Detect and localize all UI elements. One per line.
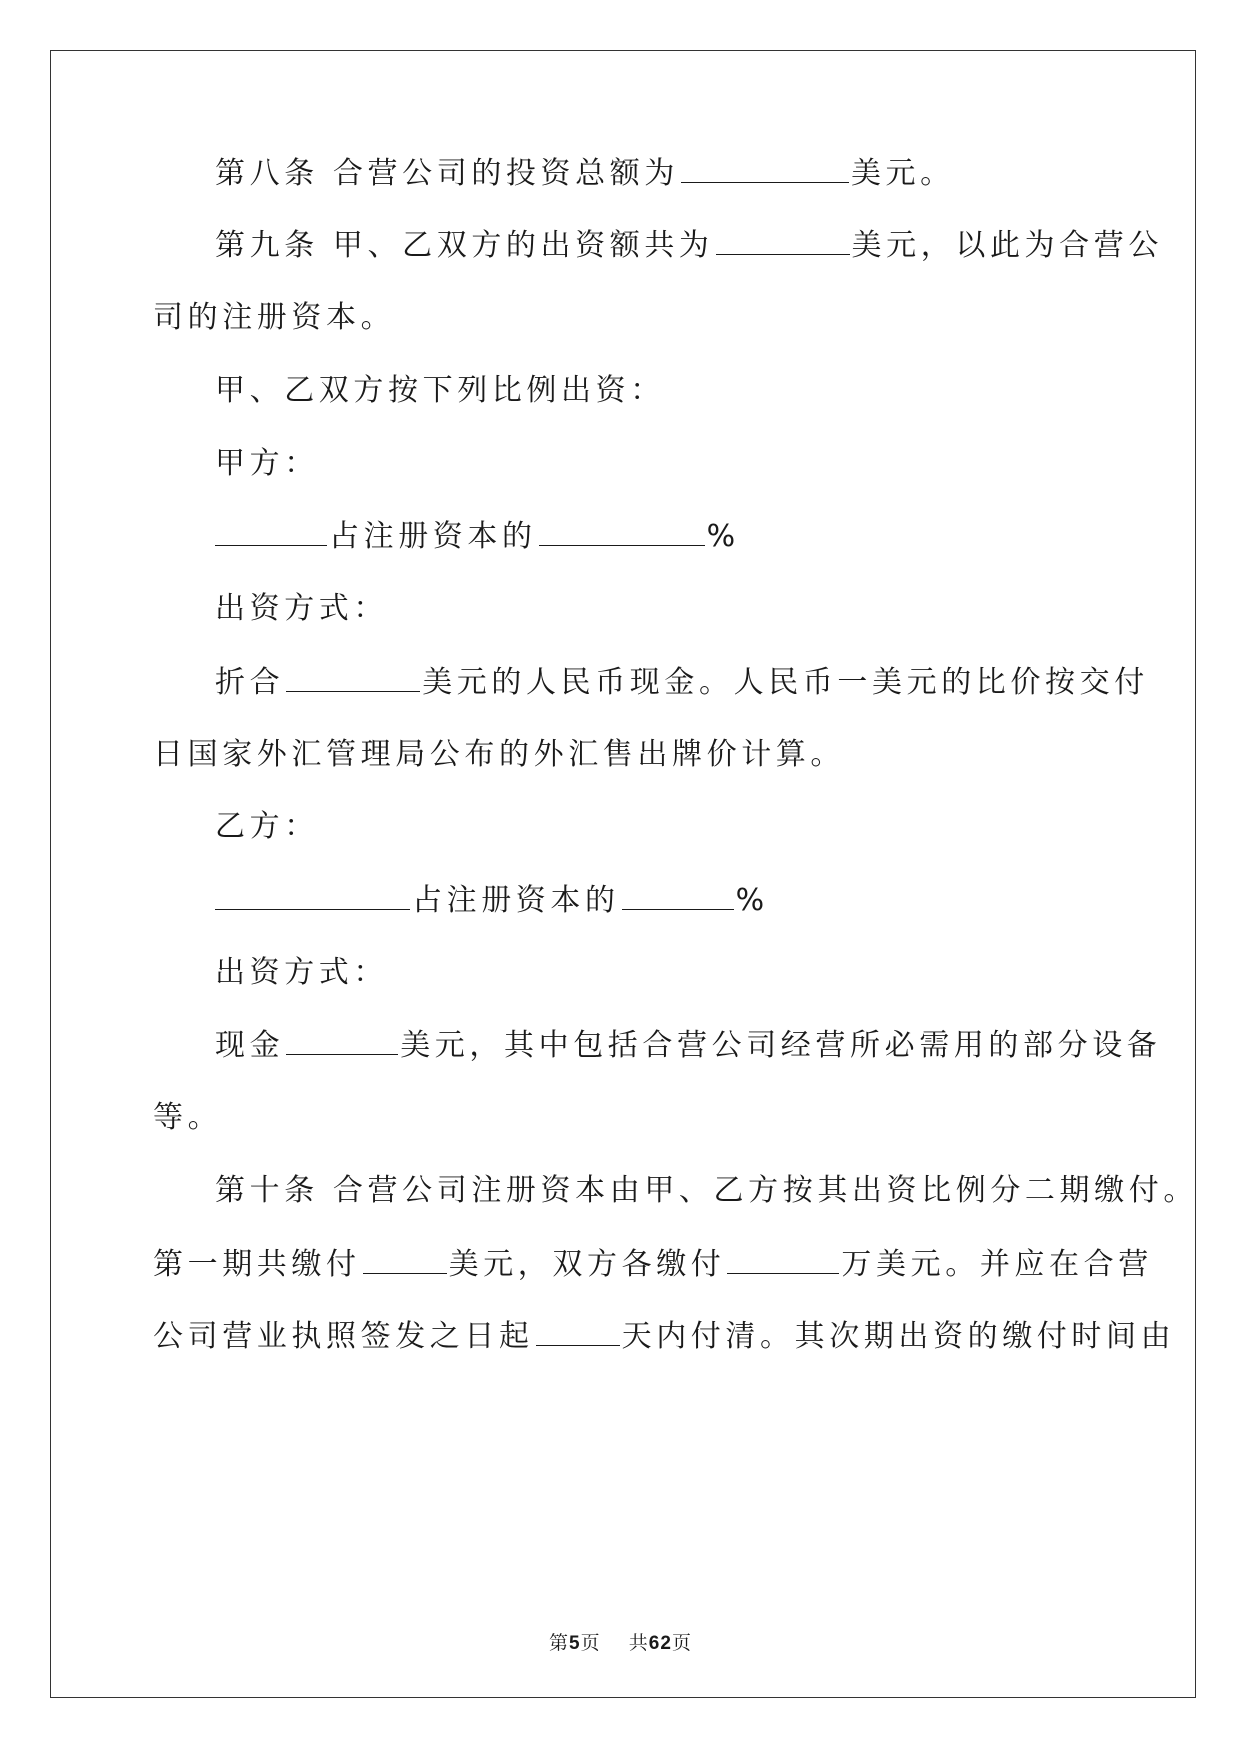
text-segment: % [735,883,769,918]
text-segment: 美元，双方各缴付 [448,1247,726,1282]
fill-in-blank[interactable] [716,225,850,255]
footer-middle: 页 共 [580,1632,649,1654]
text-line [153,735,845,775]
text-segment: 美元的人民币现金。人民币一美元的比价按交付 [422,665,1149,700]
text-segment: % [706,519,740,554]
fill-in-blank[interactable] [539,516,705,546]
fill-in-blank[interactable] [727,1244,839,1274]
text-segment: 美元。 [850,156,955,191]
current-page-number: 5 [569,1633,581,1654]
text-segment: 折合 [215,665,285,700]
text-segment: 占注册资本的 [329,519,537,554]
footer-suffix: 页 [671,1632,692,1654]
text-line [215,662,1149,702]
fill-in-blank[interactable] [215,880,410,910]
text-segment: 等。 [153,1100,223,1135]
fill-in-blank[interactable] [681,153,849,183]
text-segment: 日国家外汇管理局公布的外汇售出牌价计算。 [153,737,845,772]
text-segment: 乙方： [215,809,319,844]
fill-in-blank[interactable] [286,1025,398,1055]
text-line [153,298,395,338]
article-9-line [215,225,1163,265]
party-b-heading [215,807,319,847]
party-b-share-line [215,880,769,920]
text-segment: 公司营业执照签发之日起 [153,1319,534,1354]
text-line [153,1098,222,1138]
party-a-share-line [215,516,740,556]
party-a-heading [215,444,319,484]
text-segment: 司的注册资本。 [153,300,396,335]
article-10-line [215,1171,1198,1211]
text-segment: 美元，以此为合营公 [851,228,1163,263]
fill-in-blank[interactable] [622,880,734,910]
text-segment: 甲、乙双方按下列比例出资： [215,373,665,408]
article-8-line [215,153,955,193]
text-line [215,1025,1161,1065]
fill-in-blank[interactable] [286,662,420,692]
text-line [215,953,388,993]
fill-in-blank[interactable] [215,516,327,546]
fill-in-blank[interactable] [536,1316,620,1346]
text-segment: 占注册资本的 [412,883,620,918]
text-segment: 第九条 甲、乙双方的出资额共为 [215,228,714,263]
text-segment: 天内付清。其次期出资的缴付时间由 [621,1319,1176,1354]
text-segment: 现金 [215,1028,285,1063]
total-page-count: 62 [648,1633,672,1654]
text-line [215,371,665,411]
text-segment: 甲方： [215,446,319,481]
text-segment: 万美元。并应在合营 [841,1247,1153,1282]
fill-in-blank[interactable] [363,1244,447,1274]
text-segment: 出资方式： [215,591,388,626]
text-segment: 美元，其中包括合营公司经营所必需用的部分设备 [400,1028,1162,1063]
text-line [153,1244,1153,1284]
text-segment: 第八条 合营公司的投资总额为 [215,156,679,191]
footer-prefix: 第 [549,1632,570,1654]
text-segment: 第十条 合营公司注册资本由甲、乙方按其出资比例分二期缴付。 [215,1173,1198,1208]
text-segment: 第一期共缴付 [153,1247,361,1282]
text-segment: 出资方式： [215,955,388,990]
text-line [215,589,388,629]
text-line [153,1316,1175,1356]
page-number-footer [0,1628,1241,1655]
